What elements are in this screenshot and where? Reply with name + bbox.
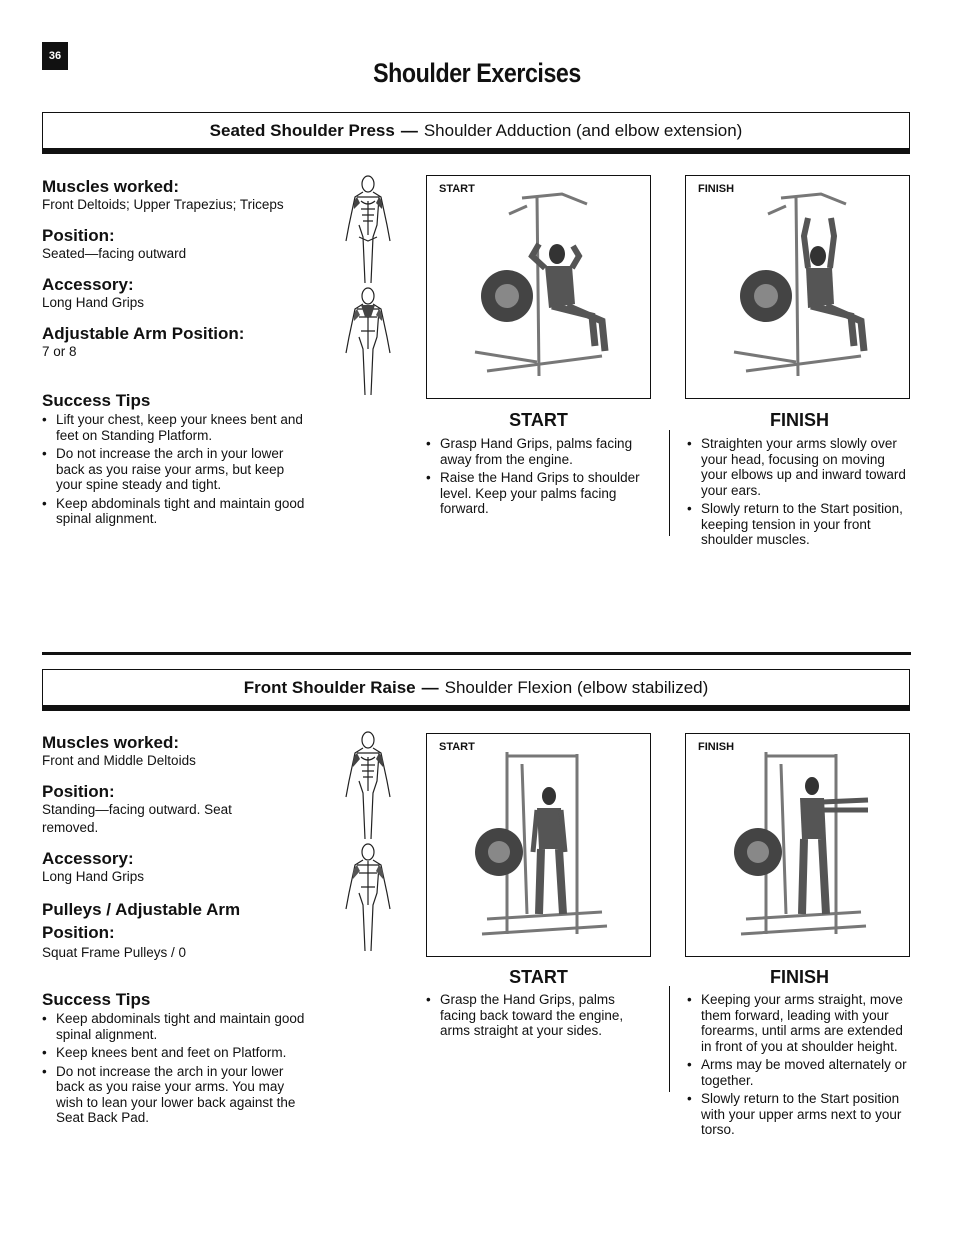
tip-item: • Do not increase the arch in your lower back as you raise your arms, but keep your spine steady and tight. (42, 446, 312, 493)
position-label: Position: (42, 782, 115, 801)
front-raise-finish-illustration (686, 734, 908, 955)
anatomy-front-figure (337, 175, 399, 287)
photo-start-label: START (439, 183, 475, 195)
muscles-value: Front and Middle Deltoids (42, 753, 196, 768)
step-item: • Raise the Hand Grips to shoulder level. Keep your palms facing forward. (426, 470, 651, 517)
step-item: • Slowly return to the Start position, keeping tension in your front shoulder muscles. (687, 501, 912, 548)
start-heading: START (509, 410, 568, 430)
photo-start-label: START (439, 741, 475, 753)
position-label: Position: (42, 226, 115, 245)
page-title: Shoulder Exercises (373, 58, 581, 88)
exercise-banner-2 (42, 669, 910, 711)
finish-heading: FINISH (769, 410, 829, 430)
success-tips-list (42, 412, 312, 527)
exercise-details-2 (42, 733, 312, 1129)
anatomy-back-figure (337, 843, 399, 955)
anatomy-back-figure (337, 287, 399, 399)
finish-steps-2 (687, 990, 912, 1141)
anatomy-figures-1 (337, 175, 399, 399)
step-item: • Straighten your arms slowly over your head, focusing on moving your elbows up and inward toward your ears. (687, 436, 912, 498)
anatomy-front-figure (337, 731, 399, 843)
position-value: Standing—facing outward. Seat removed. (42, 802, 232, 835)
muscles-label: Muscles worked: (42, 177, 179, 196)
step-item: • Arms may be moved alternately or together. (687, 1057, 912, 1088)
finish-photo-2 (685, 733, 910, 957)
column-divider (669, 986, 670, 1092)
finish-heading: FINISH (769, 967, 829, 987)
tip-item: • Keep abdominals tight and maintain good spinal alignment. (42, 1011, 312, 1042)
front-raise-start-illustration (427, 734, 649, 955)
success-tips-list (42, 1011, 312, 1126)
step-item: • Keeping your arms straight, move them forward, leading with your forearms, until arms are extended in front of you at shoulder height. (687, 992, 912, 1054)
finish-photo-1 (685, 175, 910, 399)
tip-item: • Lift your chest, keep your knees bent and feet on Standing Platform. (42, 412, 312, 443)
exercise-banner-1 (42, 112, 910, 154)
accessory-value: Long Hand Grips (42, 295, 145, 310)
start-steps-1 (426, 434, 651, 520)
step-item: • Grasp the Hand Grips, palms facing back toward the engine, arms straight at your sides. (426, 992, 651, 1039)
success-tips-label: Success Tips (42, 391, 151, 410)
arm-position-value: 7 or 8 (42, 344, 77, 359)
finish-steps-1 (687, 434, 912, 551)
column-divider (669, 430, 670, 536)
photo-finish-label: FINISH (698, 741, 735, 753)
step-item: • Grasp Hand Grips, palms facing away from the engine. (426, 436, 651, 467)
arm-position-label: Pulleys / Adjustable Arm Position: (42, 900, 241, 942)
success-tips-label: Success Tips (42, 990, 151, 1009)
muscles-label: Muscles worked: (42, 733, 179, 752)
exercise-name: Front Shoulder Raise (243, 677, 416, 697)
accessory-value: Long Hand Grips (42, 869, 145, 884)
seated-press-finish-illustration (686, 176, 908, 397)
tip-item: • Keep abdominals tight and maintain good spinal alignment. (42, 496, 312, 527)
page-number: 36 (42, 42, 68, 70)
seated-press-start-illustration (427, 176, 649, 397)
arm-position-value: Squat Frame Pulleys / 0 (42, 945, 187, 960)
start-photo-1 (426, 175, 651, 399)
photo-finish-label: FINISH (698, 183, 735, 195)
anatomy-figures-2 (337, 731, 399, 955)
start-steps-2 (426, 990, 651, 1042)
accessory-label: Accessory: (42, 275, 134, 294)
accessory-label: Accessory: (42, 849, 134, 868)
step-item: • Slowly return to the Start position with your upper arms next to your torso. (687, 1091, 912, 1138)
position-value: Seated—facing outward (42, 246, 187, 261)
exercise-subtitle: Shoulder Adduction (and elbow extension) (423, 120, 743, 140)
start-heading: START (509, 967, 568, 987)
exercise-details-1 (42, 177, 312, 530)
section-divider (42, 652, 911, 655)
tip-item: • Keep knees bent and feet on Platform. (42, 1045, 312, 1061)
banner-dash: — (421, 677, 439, 697)
tip-item: • Do not increase the arch in your lower back as you raise your arms. You may wish to lean your lower back against the Seat Back Pad. (42, 1064, 312, 1126)
exercise-name: Seated Shoulder Press (209, 120, 395, 140)
exercise-subtitle: Shoulder Flexion (elbow stabilized) (444, 677, 709, 697)
muscles-value: Front Deltoids; Upper Trapezius; Triceps (42, 197, 284, 212)
arm-position-label: Adjustable Arm Position: (42, 324, 245, 343)
start-photo-2 (426, 733, 651, 957)
banner-dash: — (400, 120, 418, 140)
